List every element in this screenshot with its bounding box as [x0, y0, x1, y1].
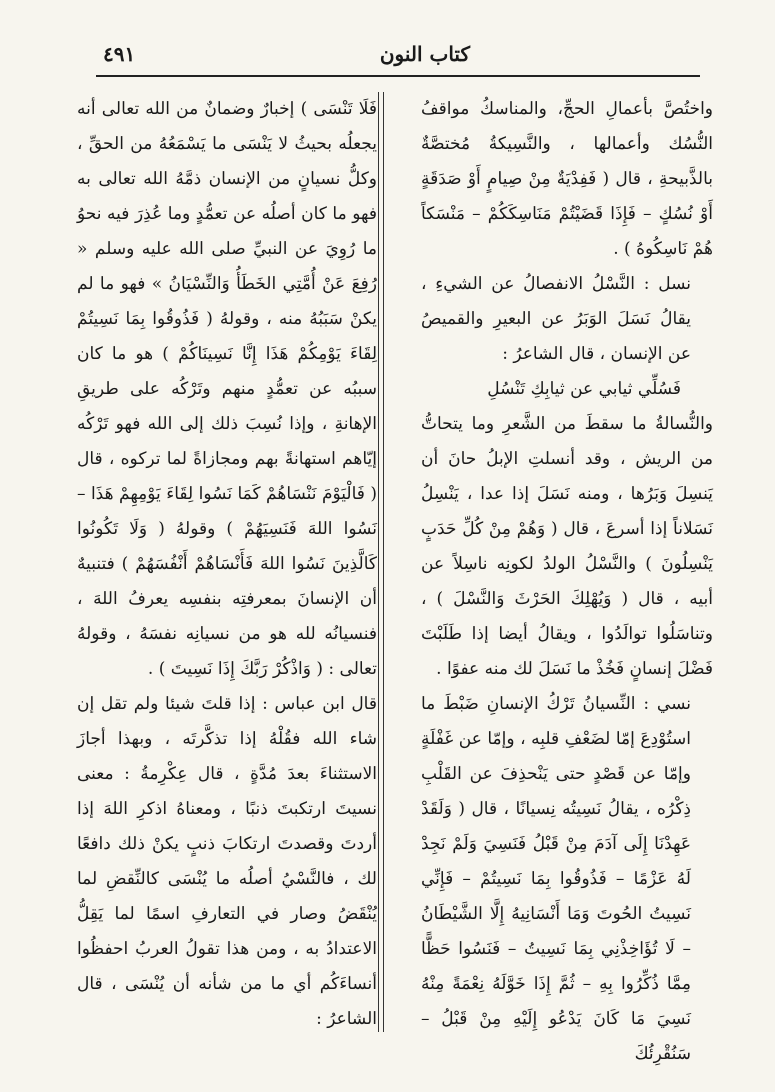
page-number: ٤٩١	[103, 42, 136, 66]
entry-nasl: نسل : النَّسْلُ الانفصالُ عن الشيءِ ، يقالُ نَسَلَ الوَبَرُ عن البعيرِ والقميصُ عن الإنسان ، قال الشاعرُ :	[421, 274, 691, 364]
poetry-verse: فَسُلِّي ثيابي عن ثيابِكِ تَنْسُلِ	[487, 379, 681, 399]
entry-nasiya: نسي : النِّسيانُ تَرْكُ الإنسانِ ضَبْطَ ما استُوْدِعَ إمّا لضَعْفِ قلبِه ، وإمّا عن غَفْلَةٍ وإمّا عن قَصْدٍ حتى يَنْحذِفَ عن القَلْبِ ذِكْرُه ، يقالُ نَسِيتُه نِسيانًا ، قال ( وَلَقَدْ عَهِدْنَا إِلَى آدَمَ مِنْ قَبْلُ فَنَسِيَ وَلَمْ نَجِدْ لَهُ عَزْمًا – فَذُوقُوا بِمَا نَسِيتُمْ – فَإِنِّي نَسِيتُ الحُوتَ وَمَا أَنْسَانِيهُ إِلَّا الشَّيْطَانُ – لَا تُؤَاخِذْنِي بِمَا نَسِيتُ – فَنَسُوا حَظًّا مِمَّا ذُكِّرُوا بِهِ – ثُمَّ إِذَا خَوَّلَهُ نِعْمَةً مِنْهُ نَسِيَ مَا كَانَ يَدْعُو إِلَيْهِ مِنْ قَبْلُ – سَنُقْرِئُكَ	[421, 694, 691, 1064]
column-divider	[378, 92, 384, 1032]
paragraph-ibn-abbas: قال ابن عباس : إذا قلتَ شيئا ولم تقل إن شاء الله فقُلْهُ إذا تذكَّرتَه ، وبهذا أجازَ الاستثناءَ بعدَ مُدَّةٍ ، قال عِكْرِمةُ : معنى نسيتَ ارتكبتَ ذنبًا ، ومعناهُ اذكرِ اللهَ إذا أردتَ وقصدتَ ارتكابَ ذنبٍ يكنْ ذلك دافعًا لك ، فالنَّسْيُ أصلُه ما يُنْسَى كالنِّقضِ لما يُنْقَضُ وصار في التعارفِ اسمًا لما يَقِلُّ الاعتدادُ به ، ومن هذا تقولُ العربُ احفظُوا أنساءَكُم أي ما من شأنه أن يُنْسَى ، قال الشاعرُ :	[77, 694, 377, 1029]
right-column	[421, 92, 713, 1072]
paragraph-nusk: واختُصَّ بأعمالِ الحجِّ، والمناسكُ مواقفُ النُّسُك وأعمالها ، والنَّسِيكةُ مُختصَّةٌ بالذَّبيحةِ ، قال ( فَفِدْيَةٌ مِنْ صِيامٍ أَوْ صَدَقَةٍ أَوْ نُسُكٍ – فَإِذَا قَضَيْتُمْ مَنَاسِكَكُمْ – مَنْسَكاً هُمْ نَاسِكُوهُ ) .	[421, 99, 713, 259]
paragraph-nusala: والنُّسالةُ ما سقطَ من الشَّعرِ وما يتحاتُّ من الريش ، وقد أنسلتِ الإبلُ حانَ أن يَنسِلَ وَبَرُها ، ومنه نَسَلَ إذا عدا ، يَنْسِلُ نَسَلاناً إذا أسرعَ ، قال ( وَهُمْ مِنْ كُلِّ حَدَبٍ يَنْسِلُونَ ) والنَّسْلُ الولدُ لكونِه ناسِلاً عن أبيه ، قال ( وَيُهْلِكَ الحَرْثَ وَالنَّسْلَ ) ، وتناسَلُوا توالَدُوا ، ويقالُ أيضا إذا طَلَبْتَ فَضْلَ إنسانٍ فَخُذْ ما نَسَلَ لك منه عفوًا .	[421, 414, 713, 679]
header-rule	[96, 75, 700, 77]
left-column	[77, 92, 377, 1037]
chapter-title: كتاب النون	[379, 42, 470, 66]
running-header	[95, 38, 700, 72]
paragraph-nisyan: فَلَا تَنْسَى ) إخبارٌ وضمانٌ من الله تعالى أنه يجعلُه بحيثُ لا يَنْسَى ما يَسْمَعُهُ من الحقِّ ، وكلُّ نسيانٍ من الإنسان ذمَّهُ الله تعالى به فهو ما كان أصلُه عن تعمُّدٍ وما عُذِرَ فيه نحوُ ما رُوِيَ عن النبيِّ صلى الله عليه وسلم « رُفِعَ عَنْ أُمَّتِي الخَطَأُ وَالنِّسْيَانُ » فهو ما لم يكنْ سَبَبُهُ منه ، وقولهُ ( فَذُوقُوا بِمَا نَسِيتُمْ لِقَاءَ يَوْمِكُمْ هَذَا إِنَّا نَسِينَاكُمْ ) هو ما كان سببُه عن تعمُّدٍ منهم وتَرْكُه على طريقِ الإهانةِ ، وإذا نُسِبَ ذلك إلى الله فهو تَرْكُه إيّاهم استهانةً بهم ومجازاةً لما تركوه ، قال ( فَالْيَوْمَ نَنْسَاهُمْ كَمَا نَسُوا لِقَاءَ يَوْمِهِمْ هَذَا – نَسُوا اللهَ فَنَسِيَهُمْ ) وقولهُ ( وَلَا تَكُونُوا كَالَّذِينَ نَسُوا اللهَ فَأَنْسَاهُمْ أَنْفُسَهُمْ ) فتنبيهٌ أن الإنسانَ بمعرفتِه بنفسِه يعرفُ اللهَ ، فنسيانُه لله هو من نسيانِه نفسَهُ ، وقولهُ تعالى : ( وَاذْكُرْ رَبَّكَ إِذَا نَسِيتَ ) .	[77, 99, 377, 679]
